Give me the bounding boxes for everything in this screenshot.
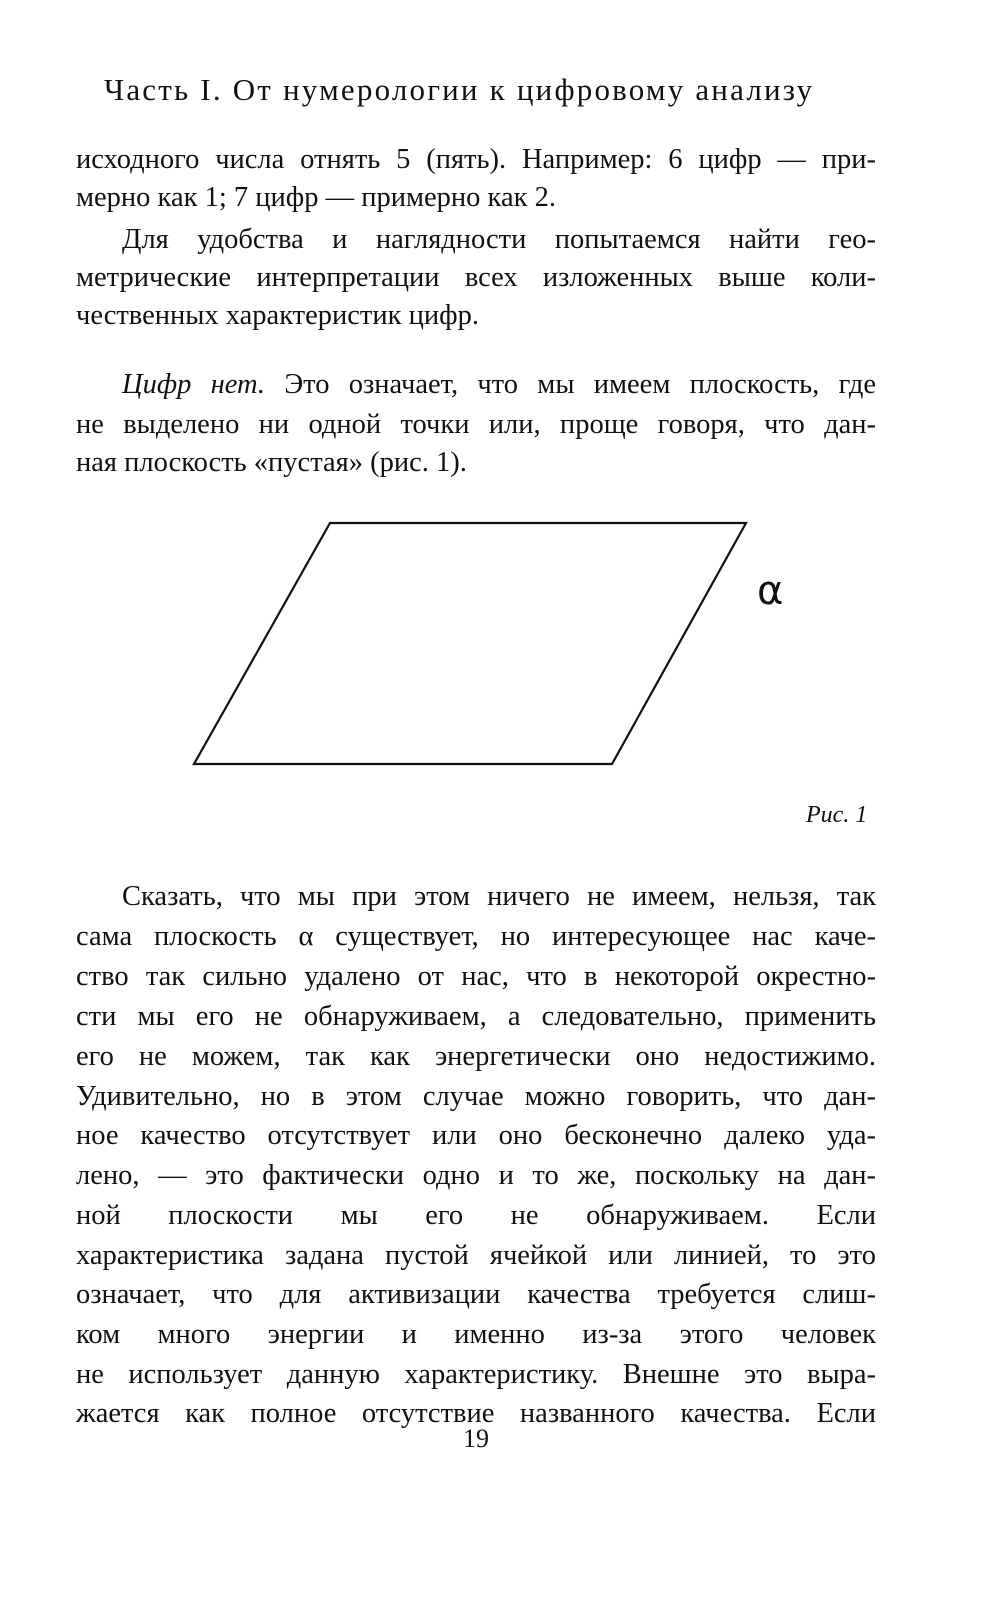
running-head: Часть I. От нумерологии к цифровому анализу <box>104 72 815 107</box>
text-line: чественных характеристик цифр. <box>76 300 479 331</box>
text-line: метрические интерпретации всех изложенных выше коли- <box>76 262 876 293</box>
text-line: его не можем, так как энергетически оно недостижимо. <box>76 1041 876 1072</box>
text-line: ство так сильно удалено от нас, что в некоторой окрестно- <box>76 961 876 992</box>
plane-figure <box>180 510 760 780</box>
text-line: не использует данную характеристику. Внешне это выра- <box>76 1359 876 1390</box>
text-line: означает, что для активизации качества требуется слиш- <box>76 1279 876 1310</box>
text-line: Для удобства и наглядности попытаемся найти гео- <box>122 224 876 255</box>
text-line: ной плоскости мы его не обнаруживаем. Если <box>76 1200 876 1231</box>
page-number: 19 <box>463 1424 489 1453</box>
text-line: лено, — это фактически одно и то же, поскольку на дан- <box>76 1160 876 1191</box>
text-line: ком много энергии и именно из-за этого человек <box>76 1319 876 1350</box>
italic-term: Цифр нет. <box>122 369 266 400</box>
text-line <box>122 366 876 404</box>
figure-caption: Рис. 1 <box>806 802 868 828</box>
text-line: жается как полное отсутствие названного качества. Если <box>76 1398 876 1429</box>
plane-label-alpha: α <box>757 568 784 614</box>
text-line: сти мы его не обнаруживаем, а следовательно, применить <box>76 1001 876 1032</box>
text-line: характеристика задана пустой ячейкой или линией, то это <box>76 1240 876 1271</box>
text-line: сама плоскость α существует, но интересующее нас каче- <box>76 921 876 952</box>
text-line: ное качество отсутствует или оно бесконечно далеко уда- <box>76 1120 876 1151</box>
text-line: не выделено ни одной точки или, проще говоря, что дан- <box>76 409 876 440</box>
text-line: ная плоскость «пустая» (рис. 1). <box>76 447 467 478</box>
parallelogram-plane <box>194 523 746 764</box>
text-line: исходного числа отнять 5 (пять). Например: 6 цифр — при- <box>76 144 876 175</box>
text-line: Сказать, что мы при этом ничего не имеем, нельзя, так <box>122 881 876 912</box>
text-line: Удивительно, но в этом случае можно говорить, что дан- <box>76 1081 876 1112</box>
text-span: Это означает, что мы имеем плоскость, где <box>265 369 876 400</box>
text-line: мерно как 1; 7 цифр — примерно как 2. <box>76 182 556 213</box>
